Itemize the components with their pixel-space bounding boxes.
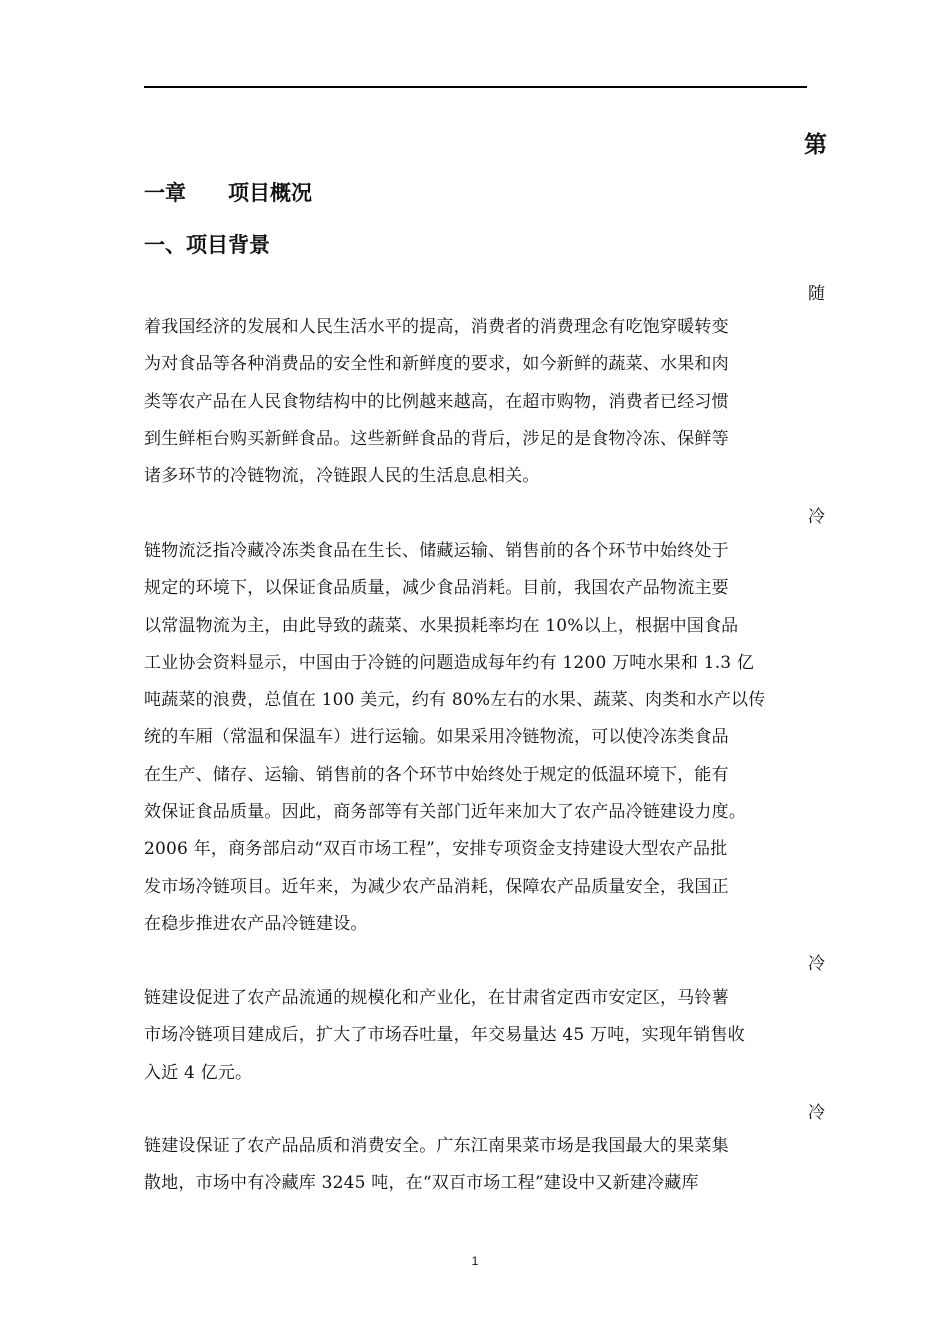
paragraph-line: 在生产、储存、运输、销售前的各个环节中始终处于规定的低温环境下，能有 (144, 764, 729, 785)
section-title: 一、项目背景 (144, 233, 270, 257)
paragraph-line: 链建设促进了农产品流通的规模化和产业化，在甘肃省定西市安定区，马铃薯 (144, 988, 729, 1008)
paragraph-lead-char: 冷 (808, 954, 825, 974)
page-number: 1 (471, 1254, 479, 1268)
header-rule (144, 86, 807, 88)
paragraph-line: 统的车厢（常温和保温车）进行运输。如果采用冷链物流，可以使冷冻类食品 (144, 727, 729, 748)
paragraph (144, 1128, 824, 1203)
paragraph-lead-char: 冷 (808, 507, 825, 527)
paragraph-line: 散地，市场中有冷藏库 3245 吨，在“双百市场工程”建设中又新建冷藏库 (144, 1173, 699, 1194)
chapter-title-first-char: 第 (804, 132, 827, 158)
paragraph-lead-char: 冷 (808, 1103, 825, 1123)
paragraph-line: 市场冷链项目建成后，扩大了市场吞吐量，年交易量达 45 万吨，实现年销售收 (144, 1025, 745, 1046)
paragraph-line: 着我国经济的发展和人民生活水平的提高，消费者的消费理念有吃饱穿暖转变 (144, 317, 729, 337)
paragraph (144, 980, 824, 1092)
paragraph-line: 效保证食品质量。因此，商务部等有关部门近年来加大了农产品冷链建设力度。 (144, 802, 746, 823)
paragraph-line: 类等农产品在人民食物结构中的比例越来越高，在超市购物，消费者已经习惯 (144, 391, 729, 412)
paragraph (144, 533, 824, 943)
paragraph-line: 诸多环节的冷链物流，冷链跟人民的生活息息相关。 (144, 466, 540, 487)
paragraph-line: 链建设保证了农产品品质和消费安全。广东江南果菜市场是我国最大的果菜集 (144, 1136, 729, 1156)
paragraph-line: 以常温物流为主，由此导致的蔬菜、水果损耗率均在 10%以上，根据中国食品 (144, 615, 739, 636)
paragraph-line: 链物流泛指冷藏冷冻类食品在生长、储藏运输、销售前的各个环节中始终处于 (144, 541, 729, 561)
paragraph-line: 吨蔬菜的浪费，总值在 100 美元，约有 80%左右的水果、蔬菜、肉类和水产以传 (144, 690, 766, 711)
paragraph-lead-char: 随 (808, 284, 825, 304)
paragraph-line: 发市场冷链项目。近年来，为减少农产品消耗，保障农产品质量安全，我国正 (144, 876, 729, 897)
paragraph-line: 入近 4 亿元。 (144, 1062, 253, 1083)
paragraph-line: 为对食品等各种消费品的安全性和新鲜度的要求，如今新鲜的蔬菜、水果和肉 (144, 354, 729, 375)
paragraph (144, 309, 824, 495)
paragraph-line: 规定的环境下，以保证食品质量，减少食品消耗。目前，我国农产品物流主要 (144, 578, 729, 599)
paragraph-line: 在稳步推进农产品冷链建设。 (144, 913, 368, 934)
paragraph-line: 2006 年，商务部启动“双百市场工程”，安排专项资金支持建设大型农产品批 (144, 839, 728, 860)
chapter-title: 一章 项目概况 (144, 181, 312, 205)
paragraph-line: 工业协会资料显示，中国由于冷链的问题造成每年约有 1200 万吨水果和 1.3 亿 (144, 652, 755, 673)
paragraph-line: 到生鲜柜台购买新鲜食品。这些新鲜食品的背后，涉足的是食物冷冻、保鲜等 (144, 428, 729, 449)
